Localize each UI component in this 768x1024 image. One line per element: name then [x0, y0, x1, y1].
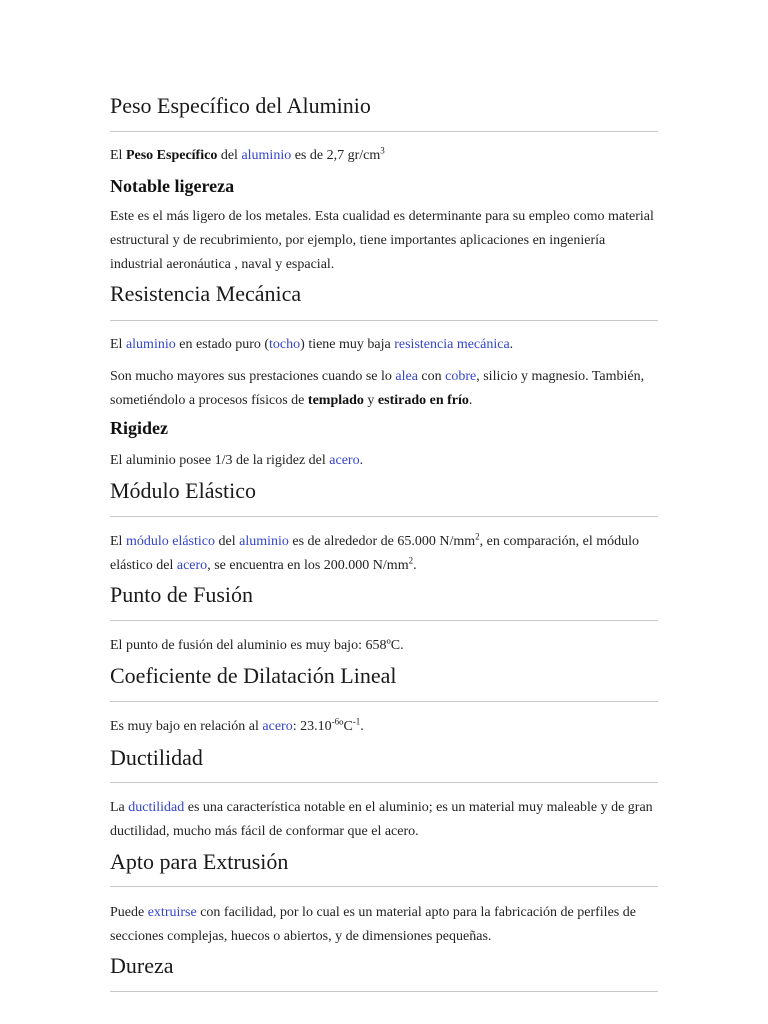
paragraph-modulo: [110, 530, 658, 578]
text-run: ) tiene muy baja: [300, 337, 395, 352]
ligereza-text: Este es el más ligero de los metales. Esta cualidad es determinante para su empleo como material estructural y de recubrimiento, por ejemplo, tiene importantes aplicaciones en ingeniería industrial aeronáutica , naval y espacial.: [110, 209, 654, 272]
superscript: -6: [331, 716, 340, 727]
heading-rigidez: Rigidez: [110, 418, 168, 438]
paragraph-dilatacion: [110, 715, 658, 739]
text-run: y: [363, 393, 378, 408]
paragraph-resistencia-1: [110, 333, 658, 357]
link-aluminio[interactable]: aluminio: [125, 337, 176, 352]
heading-divider: [110, 886, 658, 887]
dilatacion-text: [110, 715, 658, 739]
link-acero[interactable]: acero: [329, 453, 360, 468]
text-run: Son mucho mayores sus prestaciones cuando se lo: [110, 369, 396, 384]
text-run: .: [360, 719, 364, 734]
text-run: es de 2,7 gr/cm: [291, 148, 381, 163]
ductilidad-text: [110, 796, 658, 844]
text-run: .: [468, 393, 473, 408]
link-ductilidad[interactable]: ductilidad: [128, 800, 185, 815]
rigidez-text: [110, 449, 658, 473]
paragraph-peso: [110, 144, 658, 168]
paragraph-extrusion: [110, 901, 658, 949]
section-ligereza: [110, 174, 658, 198]
text-run: es una característica notable en el aluminio; es un material muy maleable y de gran ductilidad, mucho más fácil de conformar que el acero.: [110, 800, 653, 839]
paragraph-ligereza: [110, 205, 658, 277]
heading-divider: [110, 991, 658, 992]
superscript: 2: [408, 555, 414, 566]
heading-divider: [110, 782, 658, 783]
text-run: .: [509, 337, 514, 352]
text-run: del: [217, 148, 242, 163]
heading-notable-ligereza: Notable ligereza: [110, 176, 235, 196]
link-acero[interactable]: acero: [262, 719, 293, 734]
heading-peso-especifico: Peso Específico del Aluminio: [110, 93, 371, 118]
modulo-text: [110, 530, 658, 578]
heading-dureza: Dureza: [110, 953, 174, 978]
resistencia-text-2: [110, 365, 658, 413]
heading-ductilidad: Ductilidad: [110, 745, 203, 770]
text-run: con facilidad, por lo cual es un material apto para la fabricación de perfiles de secciones complejas, huecos o abiertos, y de dimensiones pequeñas.: [110, 905, 636, 944]
section-dilatacion: [110, 662, 658, 690]
paragraph-rigidez: [110, 449, 658, 473]
section-resistencia: [110, 280, 658, 308]
link-alea[interactable]: alea: [395, 369, 418, 384]
text-run: El: [110, 148, 126, 163]
section-modulo-elastico: [110, 477, 658, 505]
link-aluminio[interactable]: aluminio: [239, 534, 289, 549]
text-run: ºC: [339, 719, 353, 734]
superscript: 3: [380, 145, 385, 156]
heading-modulo-elastico: Módulo Elástico: [110, 478, 257, 503]
link-tocho[interactable]: tocho: [269, 337, 301, 352]
superscript: -1: [352, 716, 361, 727]
text-run: El: [110, 337, 126, 352]
extrusion-text: [110, 901, 658, 949]
text-run: del: [215, 534, 240, 549]
link-extruirse[interactable]: extruirse: [147, 905, 197, 920]
text-run: La: [110, 800, 129, 815]
section-punto-fusion: [110, 581, 658, 609]
heading-divider: [110, 131, 658, 132]
section-dureza: [110, 952, 658, 980]
text-run: en estado puro (: [175, 337, 270, 352]
superscript: 2: [475, 531, 480, 542]
text-run: .: [359, 453, 364, 468]
heading-coeficiente-dilatacion: Coeficiente de Dilatación Lineal: [110, 663, 397, 688]
resistencia-text-1: [110, 333, 658, 357]
text-run: El: [110, 534, 126, 549]
text-run: , se encuentra en los 200.000 N/mm: [207, 558, 409, 573]
peso-text: [110, 144, 658, 168]
section-ductilidad: [110, 744, 658, 772]
heading-divider: [110, 701, 658, 702]
section-rigidez: [110, 416, 658, 440]
heading-resistencia-mecanica: Resistencia Mecánica: [110, 281, 302, 306]
heading-divider: [110, 516, 658, 517]
fusion-text: El punto de fusión del aluminio es muy bajo: 658ºC.: [110, 638, 404, 653]
section-peso-especifico: [110, 92, 658, 120]
heading-divider: [110, 620, 658, 621]
paragraph-fusion: [110, 634, 658, 658]
link-resistencia-mecanica[interactable]: resistencia mecánica: [394, 337, 510, 352]
paragraph-ductilidad: [110, 796, 658, 844]
text-run: : 23.10: [292, 719, 332, 734]
link-modulo-elastico[interactable]: módulo elástico: [125, 534, 215, 549]
section-extrusion: [110, 848, 658, 876]
text-run: Es muy bajo en relación al: [110, 719, 263, 734]
link-cobre[interactable]: cobre: [445, 369, 477, 384]
bold-term: Peso Específico: [125, 148, 218, 163]
text-run: con: [417, 369, 446, 384]
bold-term: templado: [307, 393, 364, 408]
paragraph-resistencia-2: [110, 365, 658, 413]
text-run: , silicio y magnesio. También, sometiéndolo a procesos físicos de: [110, 369, 645, 408]
text-run: , en comparación, el módulo elástico del: [110, 534, 640, 573]
text-run: .: [413, 558, 417, 573]
heading-punto-fusion: Punto de Fusión: [110, 582, 254, 607]
heading-divider: [110, 320, 658, 321]
heading-apto-extrusion: Apto para Extrusión: [110, 849, 289, 874]
link-acero[interactable]: acero: [176, 558, 208, 573]
text-run: El aluminio posee 1/3 de la rigidez del: [110, 453, 330, 468]
text-run: Puede: [110, 905, 148, 920]
link-aluminio[interactable]: aluminio: [241, 148, 292, 163]
text-run: es de alrededor de 65.000 N/mm: [288, 534, 476, 549]
bold-term: estirado en frío: [377, 393, 469, 408]
